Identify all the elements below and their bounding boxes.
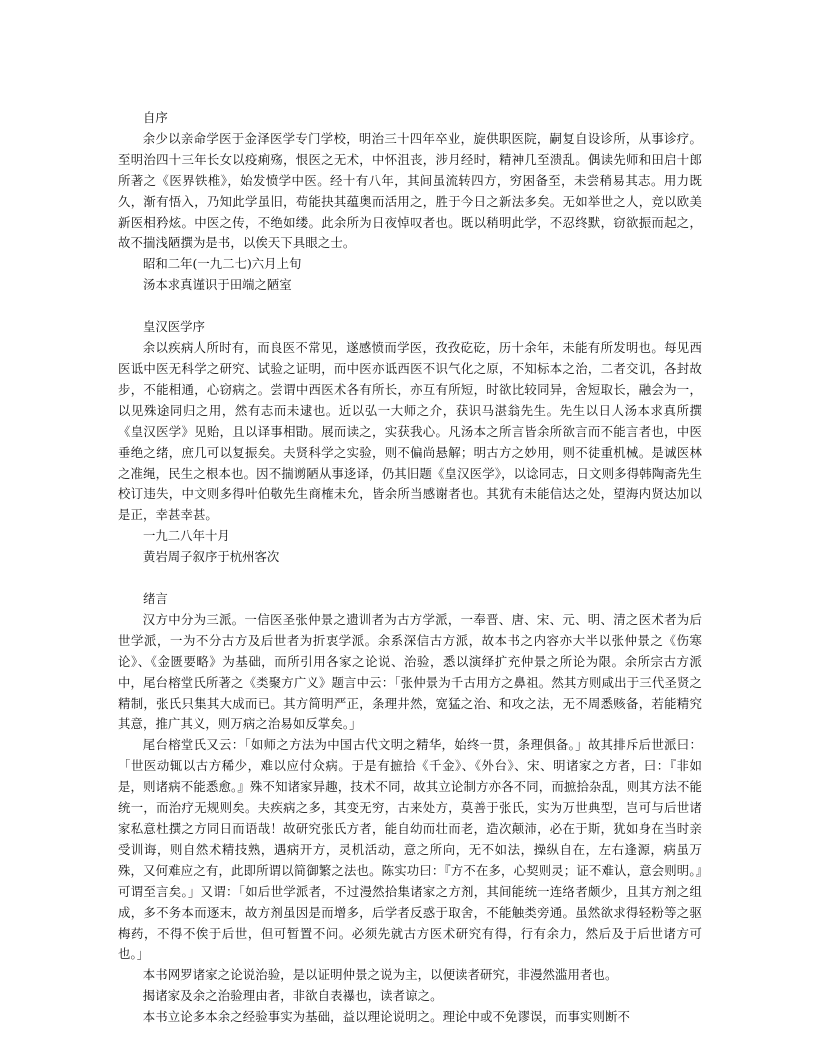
introduction-paragraph: 揭诸家及余之治验理由者，非欲自表襮也，读者谅之。 <box>142 988 443 1004</box>
preface-signature: 汤本求真谨识于田端之陋室 <box>143 277 292 293</box>
translator-preface-signature: 黄岩周子叙序于杭州客次 <box>143 549 280 565</box>
preface-title: 自序 <box>143 110 168 125</box>
preface-paragraph: 余少以亲命学医于金泽医学专门学校，明治三十四年卒业，旋供职医院，嗣复自设诊所，从事诊疗。至明治四十三年长女以疫痢殇，恨医之无术，中怀沮丧，涉月经时，精神几至溃乱。偶读先师和田启十郎所著之《医界铁椎》，始发愤学中医。经十有八年，其间虽流转四方，穷困备至，未尝稍易其志。用力既久，渐有悟入，乃知此学虽旧，苟能抉其蕴奥而活用之，胜于今日之新法多矣。无如举世之人，竞以欧美新医相矜炫。中医之传，不绝如缕。此余所为日夜悼叹者也。既以稍明此学，不忍终默，窃欲振而起之，故不揣浅陋撰为是书，以俟天下具眼之士。 <box>118 130 702 251</box>
section-gap <box>118 568 702 589</box>
translator-preface-title: 皇汉医学序 <box>143 319 205 335</box>
introduction-section <box>118 589 702 1028</box>
introduction-paragraph: 本书网罗诸家之论说治验，是以证明仲景之说为主，以便读者研究，非漫然滥用者也。 <box>142 967 618 983</box>
introduction-title: 绪言 <box>143 591 168 607</box>
section-gap <box>118 296 702 317</box>
document-page <box>118 108 702 1028</box>
introduction-paragraph: 汉方中分为三派。一信医圣张仲景之遗训者为古方学派，一奉晋、唐、宋、元、明、清之医术者为后世学派，一为不分古方及后世者为折衷学派。余系深信古方派，故本书之内容亦大半以张仲景之《伤寒论》、《金匮要略》为基础，而所引用各家之论说、治验，悉以演绎扩充仲景之所论为限。余所宗古方派中，尾台榕堂氏所著之《类聚方广义》题言中云：「张仲景为千古用方之鼻祖。然其方则咸出于三代圣贤之精制，张氏只集其大成而已。其方简明严正，条理井然，宽猛之治、和攻之法，无不周悉赅备，若能精究其意，推广其义，则万病之治易如反掌矣。」 <box>118 611 702 732</box>
translator-preface-date: 一九二八年十月 <box>143 528 230 544</box>
translator-preface-paragraph: 余以疾病人所时有，而良医不常见，遂感愤而学医，孜孜矻矻，历十余年，未能有所发明也。每见西医诋中医无科学之研究、试验之证明，而中医亦诋西医不识气化之原，不知标本之治，二者交讥，各封故步，不能相通，心窃病之。尝谓中西医术各有所长，亦互有所短，时欲比较同异，舍短取长，融会为一，以见殊途同归之用，然有志而未逮也。近以弘一大师之介，获识马湛翁先生。先生以日人汤本求真所撰《皇汉医学》见贻，且以译事相勖。展而读之，实获我心。凡汤本之所言皆余所欲言而不能言者也，中医垂绝之绪，庶几可以复振矣。夫贤科学之实验，则不偏尚悬解；明古方之妙用，则不徒重机械。是诚医林之准绳，民生之根本也。因不揣谫陋从事迻译，仍其旧题《皇汉医学》，以谂同志，日文则多得韩陶斋先生校订违失，中文则多得叶伯敬先生商榷未允，皆余所当感谢者也。其犹有未能信达之处，望海内贤达加以是正，幸甚幸甚。 <box>118 340 702 523</box>
introduction-paragraph: 尾台榕堂氏又云：「如师之方法为中国古代文明之精华，始终一贯，条理俱备。」故其排斥后世派曰：「世医动辄以古方稀少，难以应付众病。于是有摭拾《千金》、《外台》、宋、明诸家之方者，曰：『非如是，则诸病不能悉愈。』殊不知诸家异趣，技术不同，故其立论制方亦各不同，而摭拾杂乱，则其方法不能统一，而治疗无规则矣。夫疾病之多，其变无穷，古来处方，莫善于张氏，实为万世典型，岂可与后世诸家私意杜撰之方同日而语哉！故研究张氏方者，能自幼而壮而老，造次颠沛，必在于斯，犹如身在当时亲受训诲，则自然术精技熟，遇病开方，灵机活动，意之所向，无不如法，操纵自在，左右逢源，病虽万殊，又何难应之有，此即所谓以简御繁之法也。陈实功曰：『方不在多，心契则灵；证不难认，意会则明。』可谓至言矣。」又谓：「如后世学派者，不过漫然拾集诸家之方剂，其间能统一连络者颇少，且其方剂之组成，多不务本而逐末，故方剂虽因是而增多，后学者反惑于取舍，不能触类旁通。虽然欲求得轻粉等之驱梅药，不得不俟于后世，但可暂置不问。必须先就古方医术研究有得，行有余力，然后及于后世诸方可也。」 <box>118 737 702 962</box>
preface-date: 昭和二年(一九二七)六月上旬 <box>143 256 302 272</box>
preface-section <box>118 108 702 296</box>
translator-preface-section <box>118 317 702 568</box>
introduction-paragraph: 本书立论多本余之经验事实为基础，益以理论说明之。理论中或不免谬误，而事实则断不 <box>142 1009 630 1025</box>
